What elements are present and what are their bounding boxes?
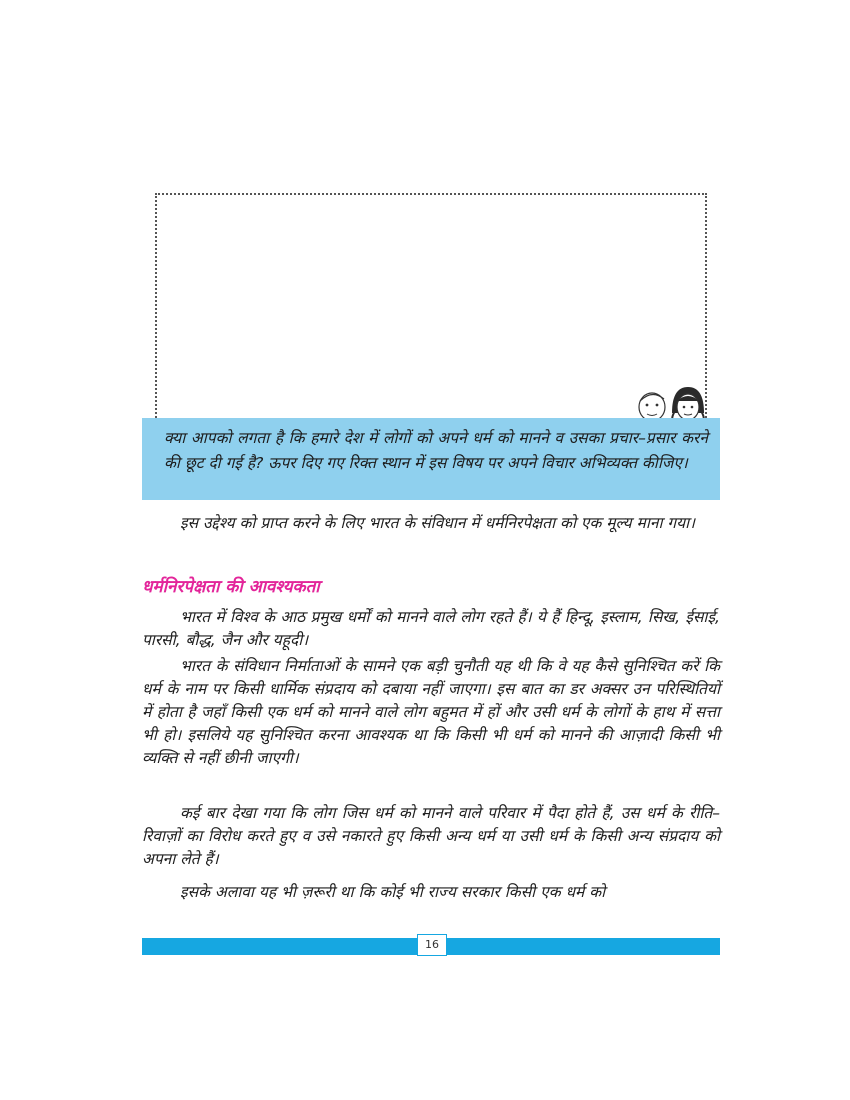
paragraph-1: इस उद्देश्य को प्राप्त करने के लिए भारत के संविधान में धर्मनिरपेक्षता को एक मूल्य माना गया। — [180, 514, 695, 532]
question-callout — [142, 418, 720, 500]
paragraph-5: इसके अलावा यह भी ज़रूरी था कि कोई भी राज्य सरकार किसी एक धर्म को — [180, 883, 606, 901]
section-heading: धर्मनिरपेक्षता की आवश्यकता — [142, 577, 320, 597]
answer-space-box — [155, 193, 707, 418]
callout-text: क्या आपको लगता है कि हमारे देश में लोगों को अपने धर्म को मानने व उसका प्रचार–प्रसार करने की छूट दी गई है? ऊपर दिए गए रिक्त स्थान में इस विषय पर अपने विचार अभिव्यक्त कीजिए। — [164, 429, 708, 472]
page-number: 16 — [417, 934, 447, 956]
paragraph-4: कई बार देखा गया कि लोग जिस धर्म को मानने वाले परिवार में पैदा होते हैं, उस धर्म के रीति–रिवाज़ों का विरोध करते हुए व उसे नकारते हुए किसी अन्य धर्म या उसी धर्म के किसी अन्य संप्रदाय को अपना लेते हैं। — [142, 804, 720, 868]
paragraph-2: भारत में विश्व के आठ प्रमुख धर्मों को मानने वाले लोग रहते हैं। ये हैं हिन्दू, इस्लाम, सिख, ईसाई, पारसी, बौद्ध, जैन और यहूदी। — [142, 608, 720, 649]
paragraph-3: भारत के संविधान निर्माताओं के सामने एक बड़ी चुनौती यह थी कि वे यह कैसे सुनिश्चित करें कि धर्म के नाम पर किसी धार्मिक संप्रदाय को दबाया नहीं जाएगा। इस बात का डर अक्सर उन परिस्थितियों में होता है जहाँ किसी एक धर्म को मानने वाले लोग बहुमत में हों और उसी धर्म के लोगों के हाथ में सत्ता भी हो। इसलिये यह सुनिश्चित करना आवश्यक था कि किसी भी धर्म को मानने की आज़ादी किसी भी व्यक्ति से नहीं छीनी जाएगी। — [142, 657, 720, 767]
